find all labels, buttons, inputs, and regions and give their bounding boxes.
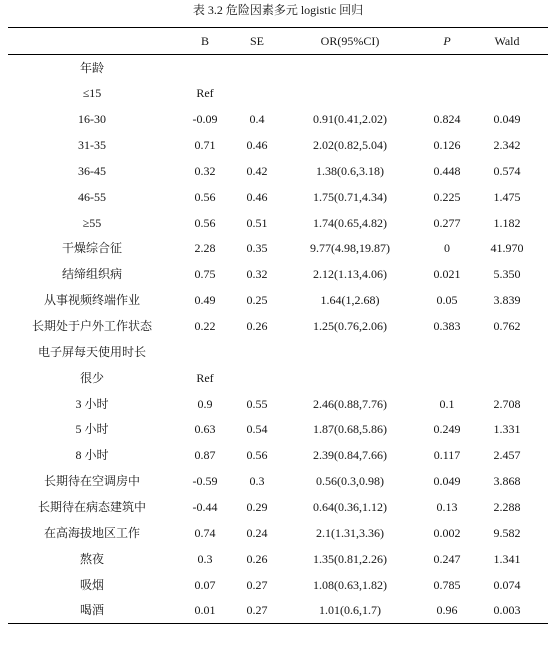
cell-p: 0.96 xyxy=(436,603,458,618)
cell-b: 0.74 xyxy=(194,525,216,540)
table-row xyxy=(8,236,548,262)
table-row xyxy=(8,546,548,572)
cell-se: 0.24 xyxy=(246,525,268,540)
cell-wald: 1.341 xyxy=(493,551,521,566)
cell-wald: 1.475 xyxy=(493,189,521,204)
cell-b: 0.63 xyxy=(194,422,216,437)
cell-wald: 1.182 xyxy=(493,215,521,230)
cell-or: 1.01(0.6,1.7) xyxy=(319,603,381,618)
table-row xyxy=(8,158,548,184)
cell-p: 0 xyxy=(444,241,450,256)
cell-b: 0.01 xyxy=(194,603,216,618)
cell-b: Ref xyxy=(196,86,214,101)
cell-b: 0.22 xyxy=(194,319,216,334)
cell-se: 0.32 xyxy=(246,267,268,282)
cell-wald: 9.582 xyxy=(493,525,521,540)
cell-p: 0.1 xyxy=(439,396,455,411)
cell-se: 0.46 xyxy=(246,189,268,204)
group-row xyxy=(8,339,548,365)
cell-or: 0.56(0.3,0.98) xyxy=(316,474,384,489)
cell-wald: 0.762 xyxy=(493,319,521,334)
cell-b: 0.87 xyxy=(194,448,216,463)
cell-b: -0.44 xyxy=(192,500,218,515)
col-header-or: OR(95%CI) xyxy=(280,28,420,55)
row-label: 5 小时 xyxy=(75,422,109,437)
cell-or: 1.64(1,2.68) xyxy=(320,293,380,308)
cell-or: 2.46(0.88,7.76) xyxy=(313,396,387,411)
cell-wald: 41.970 xyxy=(490,241,524,256)
cell-or: 2.02(0.82,5.04) xyxy=(313,138,387,152)
table-row xyxy=(8,442,548,468)
cell-or: 2.39(0.84,7.66) xyxy=(313,448,387,463)
cell-wald: 1.331 xyxy=(493,422,521,437)
row-label: 熬夜 xyxy=(79,551,104,566)
cell-p: 0.117 xyxy=(433,448,461,463)
row-label: 长期处于户外工作状态 xyxy=(31,319,152,334)
cell-b: 0.32 xyxy=(194,163,216,178)
table-row xyxy=(8,417,548,443)
cell-or: 0.91(0.41,2.02) xyxy=(313,112,387,127)
cell-wald: 3.868 xyxy=(493,474,521,489)
cell-se: 0.27 xyxy=(246,577,268,592)
cell-se: 0.54 xyxy=(246,422,268,437)
cell-wald: 0.049 xyxy=(493,112,521,127)
cell-se: 0.51 xyxy=(246,215,268,230)
cell-b: 0.71 xyxy=(194,138,216,152)
table-row xyxy=(8,520,548,546)
cell-wald: 0.003 xyxy=(493,603,521,618)
cell-wald: 2.708 xyxy=(493,396,521,411)
cell-se: 0.42 xyxy=(246,163,268,178)
row-label: 在高海拔地区工作 xyxy=(43,525,140,540)
col-header-p: P xyxy=(420,28,474,55)
cell-wald: 0.574 xyxy=(493,163,521,178)
cell-se: 0.4 xyxy=(249,112,265,127)
cell-or: 1.25(0.76,2.06) xyxy=(313,319,387,334)
col-header-variable xyxy=(8,28,176,55)
cell-p: 0.225 xyxy=(433,189,461,204)
cell-p: 0.785 xyxy=(433,577,461,592)
row-label: ≤15 xyxy=(82,86,102,101)
table-row xyxy=(8,365,548,391)
cell-wald: 5.350 xyxy=(493,267,521,282)
cell-or: 1.75(0.71,4.34) xyxy=(313,189,387,204)
cell-b: 0.3 xyxy=(197,551,213,566)
cell-b: 0.75 xyxy=(194,267,216,282)
table-row xyxy=(8,468,548,494)
row-label: 喝酒 xyxy=(79,603,104,618)
table-row xyxy=(8,261,548,287)
cell-p: 0.383 xyxy=(433,319,461,334)
table-row xyxy=(8,598,548,624)
cell-p: 0.13 xyxy=(436,500,458,515)
cell-or: 1.74(0.65,4.82) xyxy=(313,215,387,230)
row-label: 36-45 xyxy=(78,163,106,178)
cell-se: 0.29 xyxy=(246,500,268,515)
cell-p: 0.049 xyxy=(433,474,461,489)
cell-wald: 3.839 xyxy=(493,293,521,308)
row-label: 31-35 xyxy=(78,138,106,152)
group-label: 电子屏每天使用时长 xyxy=(37,344,146,359)
cell-or: 1.38(0.6,3.18) xyxy=(316,163,384,178)
cell-se: 0.27 xyxy=(246,603,268,618)
table-title: 表 3.2 危险因素多元 logistic 回归 xyxy=(192,3,364,17)
cell-p: 0.277 xyxy=(433,215,461,230)
row-label: 长期待在空调房中 xyxy=(43,474,140,489)
cell-se: 0.56 xyxy=(246,448,268,463)
cell-or: 2.12(1.13,4.06) xyxy=(313,267,387,282)
row-label: ≥55 xyxy=(82,215,102,230)
cell-p: 0.002 xyxy=(433,525,461,540)
row-label: 16-30 xyxy=(78,112,106,127)
group-label: 年龄 xyxy=(79,60,104,75)
table-row xyxy=(8,494,548,520)
cell-b: -0.59 xyxy=(192,474,218,489)
cell-wald: 0.074 xyxy=(493,577,521,592)
col-header-b: B xyxy=(176,28,234,55)
col-header-se: SE xyxy=(234,28,280,55)
row-label: 46-55 xyxy=(78,189,106,204)
row-label: 3 小时 xyxy=(75,396,109,411)
logistic-regression-table xyxy=(8,27,548,624)
cell-b: 0.56 xyxy=(194,189,216,204)
table-row xyxy=(8,391,548,417)
cell-or: 1.35(0.81,2.26) xyxy=(313,551,387,566)
cell-b: Ref xyxy=(196,370,214,385)
table-row xyxy=(8,313,548,339)
cell-wald: 2.288 xyxy=(493,500,521,515)
cell-p: 0.247 xyxy=(433,551,461,566)
row-label: 干燥综合征 xyxy=(61,241,122,256)
cell-wald: 2.457 xyxy=(493,448,521,463)
cell-p: 0.249 xyxy=(433,422,461,437)
row-label: 8 小时 xyxy=(75,448,109,463)
row-label: 从事视频终端作业 xyxy=(43,293,140,308)
cell-b: 2.28 xyxy=(194,241,216,256)
cell-or: 2.1(1.31,3.36) xyxy=(316,525,384,540)
table-row xyxy=(8,106,548,132)
cell-b: 0.49 xyxy=(194,293,216,308)
table-row xyxy=(8,80,548,106)
row-label: 结缔组织病 xyxy=(61,267,122,282)
cell-or: 9.77(4.98,19.87) xyxy=(310,241,390,256)
group-row xyxy=(8,55,548,81)
cell-se: 0.35 xyxy=(246,241,268,256)
row-label: 很少 xyxy=(79,370,104,385)
cell-p: 0.448 xyxy=(433,163,461,178)
cell-or: 1.08(0.63,1.82) xyxy=(313,577,387,592)
cell-b: -0.09 xyxy=(192,112,218,127)
cell-wald: 2.342 xyxy=(493,138,521,152)
cell-se: 0.3 xyxy=(249,474,265,489)
cell-se: 0.55 xyxy=(246,396,268,411)
cell-p: 0.021 xyxy=(433,267,461,282)
cell-p: 0.126 xyxy=(433,138,461,152)
header-row xyxy=(8,28,548,55)
table-row xyxy=(8,184,548,210)
cell-or: 1.87(0.68,5.86) xyxy=(313,422,387,437)
table-row xyxy=(8,572,548,598)
cell-or: 0.64(0.36,1.12) xyxy=(313,500,387,515)
row-label: 吸烟 xyxy=(79,577,104,592)
cell-se: 0.25 xyxy=(246,293,268,308)
cell-se: 0.46 xyxy=(246,138,268,152)
cell-b: 0.9 xyxy=(197,396,213,411)
table-row xyxy=(8,210,548,236)
cell-se: 0.26 xyxy=(246,319,268,334)
row-label: 长期待在病态建筑中 xyxy=(37,500,146,515)
cell-p: 0.824 xyxy=(433,112,461,127)
cell-se: 0.26 xyxy=(246,551,268,566)
col-header-wald: Wald xyxy=(474,28,548,55)
cell-b: 0.07 xyxy=(194,577,216,592)
table-row xyxy=(8,287,548,313)
table-row xyxy=(8,132,548,158)
cell-b: 0.56 xyxy=(194,215,216,230)
cell-p: 0.05 xyxy=(436,293,458,308)
